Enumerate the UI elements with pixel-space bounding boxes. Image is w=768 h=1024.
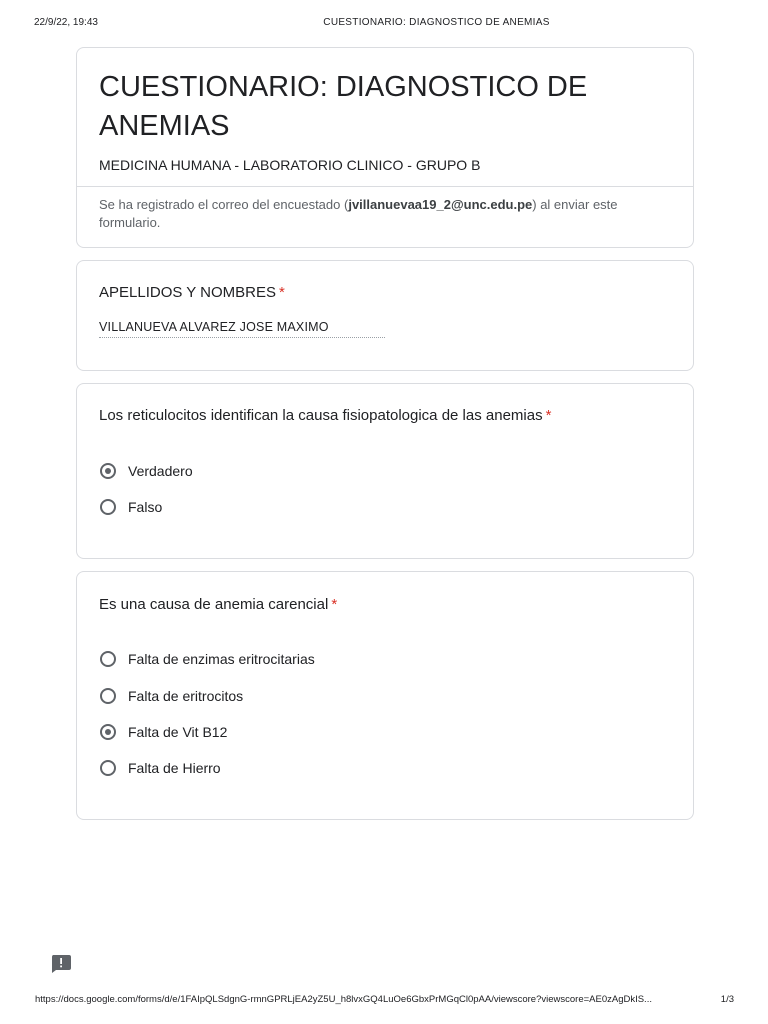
question-title: [99, 284, 285, 301]
option-label: Falta de Vit B12: [128, 724, 228, 740]
radio-checked-icon[interactable]: [100, 724, 116, 740]
option-label: Falso: [128, 499, 163, 515]
respondent-email: jvillanuevaa19_2@unc.edu.pe: [348, 197, 533, 212]
question-card-name: [76, 260, 694, 371]
option-enzimas[interactable]: [100, 649, 315, 669]
footer-url: https://docs.google.com/forms/d/e/1FAIpQLSdgnG-rmnGPRLjEA2yZ5U_h8lvxGQ4LuOe6GbxPrMGqCl0pAA/viewscore?viewscore=AE0zAgDkIS...: [35, 994, 652, 1005]
email-note: [99, 196, 669, 232]
radio-unchecked-icon[interactable]: [100, 651, 116, 667]
question-title-text: APELLIDOS Y NOMBRES: [99, 284, 277, 301]
question-card-reticulocitos: [76, 383, 694, 559]
print-header: [0, 17, 768, 31]
question-title-text: Es una causa de anemia carencial: [99, 596, 329, 613]
radio-checked-icon[interactable]: [100, 463, 116, 479]
radio-unchecked-icon[interactable]: [100, 688, 116, 704]
form-title: CUESTIONARIO: DIAGNOSTICO DE ANEMIAS: [99, 71, 588, 142]
email-note-suffix: ) al enviar este formulario.: [99, 197, 618, 230]
option-hierro[interactable]: [100, 758, 221, 778]
option-label: Verdadero: [128, 463, 193, 479]
question-title: [99, 596, 337, 613]
print-title: CUESTIONARIO: DIAGNOSTICO DE ANEMIAS: [323, 17, 550, 28]
feedback-icon-graphic: [51, 955, 71, 973]
option-falso[interactable]: [100, 497, 162, 517]
header-divider: [77, 186, 693, 187]
option-label: Falta de enzimas eritrocitarias: [128, 651, 315, 667]
radio-unchecked-icon[interactable]: [100, 499, 116, 515]
feedback-icon[interactable]: [51, 955, 71, 973]
name-answer[interactable]: VILLANUEVA ALVAREZ JOSE MAXIMO: [99, 320, 385, 338]
radio-unchecked-icon[interactable]: [100, 760, 116, 776]
form-subtitle: MEDICINA HUMANA - LABORATORIO CLINICO - GRUPO B: [99, 157, 481, 173]
option-label: Falta de eritrocitos: [128, 688, 244, 704]
required-mark: *: [545, 407, 552, 424]
question-title-text: Los reticulocitos identifican la causa fisiopatologica de las anemias: [99, 407, 543, 424]
option-vit-b12[interactable]: [100, 722, 227, 742]
option-label: Falta de Hierro: [128, 760, 221, 776]
required-mark: *: [331, 596, 338, 613]
email-note-prefix: Se ha registrado el correo del encuestado (: [99, 197, 349, 212]
required-mark: *: [279, 284, 285, 301]
question-card-anemia-carencial: [76, 571, 694, 820]
option-eritrocitos[interactable]: [100, 686, 243, 706]
print-date: 22/9/22, 19:43: [34, 17, 98, 28]
question-title: [99, 407, 551, 424]
form-header-card: [76, 47, 694, 248]
option-verdadero[interactable]: [100, 461, 193, 481]
page-number: 1/3: [720, 994, 734, 1005]
